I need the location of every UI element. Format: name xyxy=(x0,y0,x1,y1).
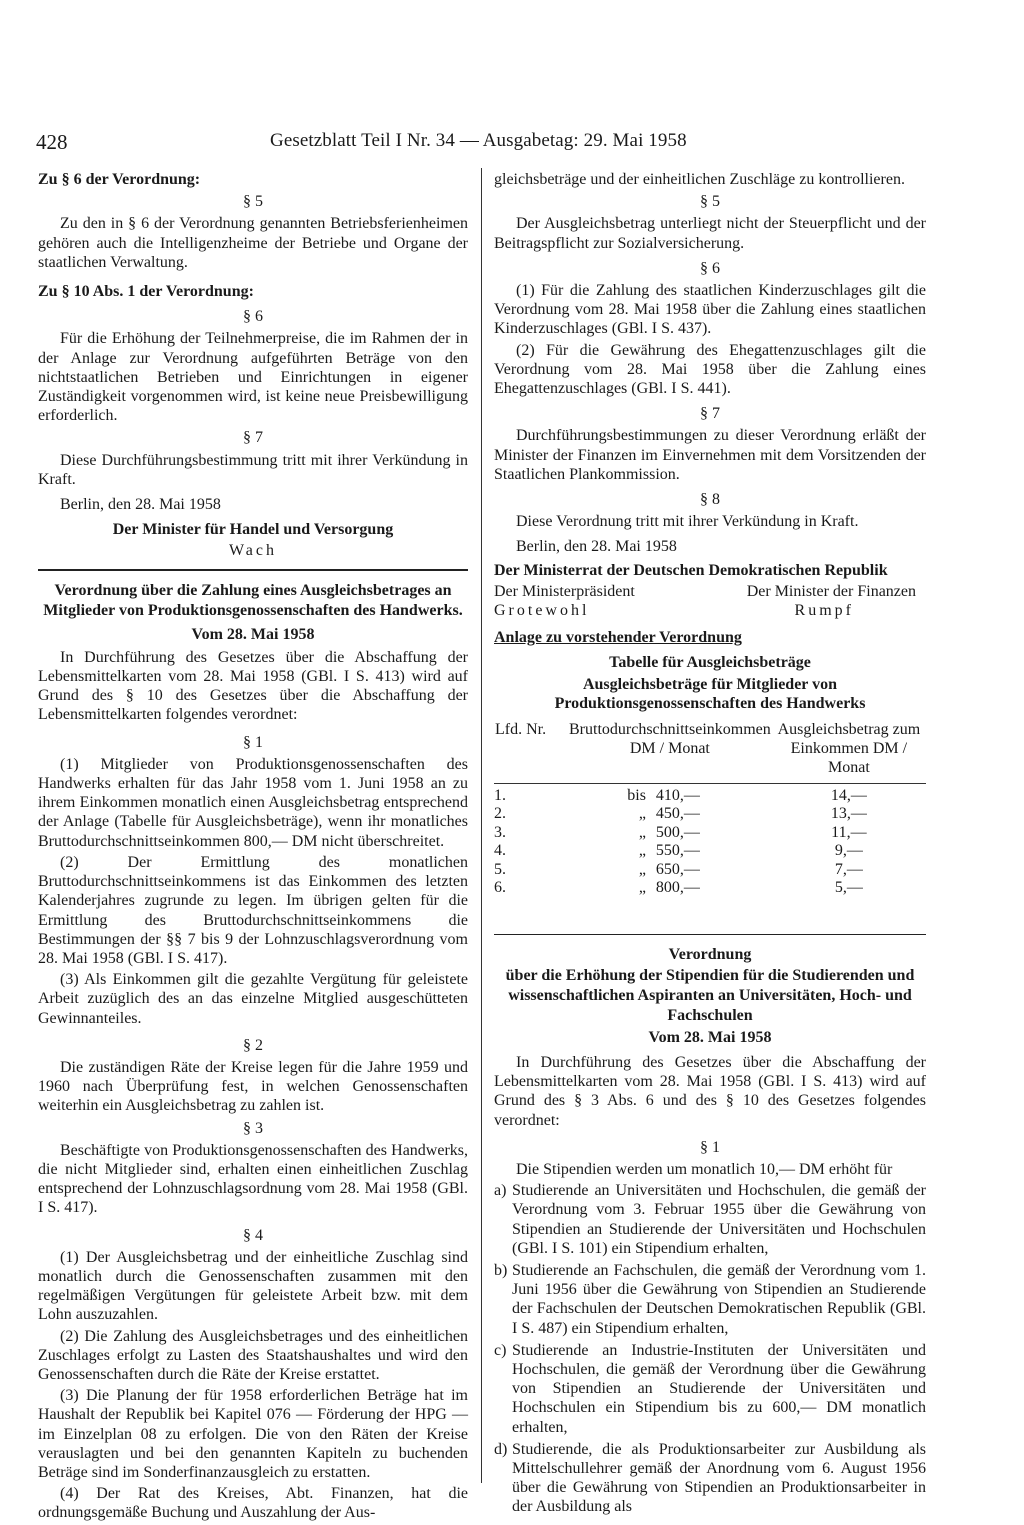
paragraph-text: (3) Die Planung der für 1958 erforderlichen Beträge hat im Haushalt der Republik bei Kapitel 076 — Förderung der HPG — im Einzelplan 08 zu erfolgen. Die von den Räten der Kreise verauslagten und bei den genannten Kapiteln zu buchenden Beträge sind im Sonderfinanzausgleich zu erstatten. xyxy=(38,1387,468,1481)
paragraph-number: § 1 xyxy=(700,1138,720,1156)
annex-heading: Anlage zu vorstehender Verordnung xyxy=(494,629,742,647)
row-prefix: „ xyxy=(638,879,646,897)
row-number: 1. xyxy=(494,787,506,805)
paragraph-text: (3) Als Einkommen gilt die gezahlte Vergütung für geleistete Arbeit zuzüglich des an das einzelne Mitglied ausgeschütteten Gewinnanteiles. xyxy=(38,971,468,1027)
table-subtitle: Ausgleichsbeträge für Mitglieder von Produktionsgenossenschaften des Handwerks xyxy=(554,675,866,712)
column-header: Bruttodurchschnittseinkommen DM / Monat xyxy=(568,719,772,784)
paragraph-text: (2) Der Ermittlung des monatlichen Bruttodurchschnittseinkommens ist das Einkommen des letzten Kalenderjahres zugrunde zu legen. Im übrigen gelten für die Ermittlung des Bruttodurchschnittseinkommens die Bestimmungen der §§ 7 bis 9 der Lohnzuschlagsverordnung vom 28. Mai 1958 (GBl. I S. 417). xyxy=(38,853,468,967)
row-prefix: „ xyxy=(638,805,646,823)
row-income: 500,— xyxy=(655,823,700,841)
row-amount: 9,— xyxy=(834,842,863,860)
row-prefix: „ xyxy=(638,860,646,878)
right-column xyxy=(494,170,926,1520)
row-income: 410,— xyxy=(655,787,700,805)
paragraph-number: § 6 xyxy=(243,308,263,326)
row-number: 3. xyxy=(494,823,506,841)
list-marker: a) xyxy=(494,1182,507,1200)
paragraph-number: § 8 xyxy=(700,491,720,509)
row-number: 4. xyxy=(494,842,506,860)
row-number: 6. xyxy=(494,879,506,897)
table-row xyxy=(494,805,926,823)
list-item xyxy=(494,1261,926,1338)
paragraph-text: (1) Der Ausgleichsbetrag und der einheitliche Zuschlag sind monatlich durch die Genossenschaften zusammen mit den regelmäßigen Vergütungen für geleistete Arbeit bzw. mit dem Lohn auszuzahlen. xyxy=(38,1248,468,1324)
row-income: 450,— xyxy=(655,805,700,823)
paragraph-number: § 4 xyxy=(243,1226,263,1244)
list-text: Studierende an Fachschulen, die gemäß der Verordnung vom 1. Juni 1956 über die Gewährung von Stipendien an Studierende der Fachschulen der Deutschen Demokratischen Republik (GBl. I S. 487) ein Stipendium erhalten, xyxy=(512,1261,926,1337)
paragraph-text: Die zuständigen Räte der Kreise legen für die Jahre 1959 und 1960 nach Überprüfung fest, in welchen Genossenschaften weiterhin ein Ausgleichsbetrag zu zahlen ist. xyxy=(38,1058,468,1115)
place-date: Berlin, den 28. Mai 1958 xyxy=(60,496,221,514)
ordinance-title: über die Erhöhung der Stipendien für die Studierenden und wissenschaftlichen Aspiranten an Universitäten, Hoch- und Fachschulen xyxy=(505,966,915,1024)
paragraph-text: Der Ausgleichsbetrag unterliegt nicht der Steuerpflicht und der Beitragspflicht zur Sozialversicherung. xyxy=(494,215,926,252)
paragraph-number: § 7 xyxy=(243,429,263,447)
paragraph-number: § 2 xyxy=(243,1036,263,1054)
table-row xyxy=(494,824,926,842)
paragraph-number: § 7 xyxy=(700,405,720,423)
row-income: 800,— xyxy=(655,879,700,897)
preamble: In Durchführung des Gesetzes über die Abschaffung der Lebensmittelkarten vom 28. Mai 1958 (GBl. I S. 413) wird auf Grund des § 3 Abs. 6 und des § 10 des Gesetzes folgendes verordnet: xyxy=(494,1053,926,1129)
paragraph-number: § 5 xyxy=(700,193,720,211)
row-prefix: „ xyxy=(638,823,646,841)
signature-titles xyxy=(494,582,926,601)
row-income: 550,— xyxy=(655,842,700,860)
signature-names xyxy=(494,601,926,620)
row-number: 5. xyxy=(494,860,506,878)
row-amount: 13,— xyxy=(830,805,867,823)
list-text: Studierende an Universitäten und Hochschulen, die gemäß der Verordnung vom 3. Februar 1955 über die Gewährung von Stipendien an Studierende der Universitäten und Hochschulen (GBl. I S. 101) ein Stipendium erhalten, xyxy=(512,1182,926,1257)
signatory-title-left: Der Ministerpräsident xyxy=(494,582,635,600)
signatory-title-right: Der Minister der Finanzen xyxy=(746,582,916,600)
column-header: Lfd. Nr. xyxy=(494,719,568,784)
list-item xyxy=(494,1341,926,1437)
row-amount: 11,— xyxy=(831,823,867,841)
left-column xyxy=(38,170,468,1525)
section-heading: Zu § 6 der Verordnung: xyxy=(38,171,201,188)
table-title: Tabelle für Ausgleichsbeträge xyxy=(609,654,811,672)
paragraph-text: Durchführungsbestimmungen zu dieser Verordnung erläßt der Minister der Finanzen im Einvernehmen mit dem Vorsitzenden der Staatlichen Plankommission. xyxy=(494,427,926,483)
paragraph-text: Zu den in § 6 der Verordnung genannten Betriebsferienheimen gehören auch die Intelligenzheime der Betriebe und Organe der staatlichen Verwaltung. xyxy=(38,215,468,271)
list-marker: b) xyxy=(494,1261,508,1279)
section-heading: Zu § 10 Abs. 1 der Verordnung: xyxy=(38,283,254,301)
row-prefix: „ xyxy=(638,842,646,860)
paragraph-text: Beschäftigte von Produktionsgenossenschaften des Handwerks, die nicht Mitglieder sind, erhalten einen einheitlichen Zuschlag entsprechend der Lohnzuschlagsordnung vom 28. Mai 1958 (GBl. I S. 417). xyxy=(38,1141,468,1217)
ordinance-date: Vom 28. Mai 1958 xyxy=(191,625,315,643)
paragraph-number: § 3 xyxy=(243,1119,263,1137)
row-number: 2. xyxy=(494,805,506,823)
paragraph-text: (2) Für die Gewährung des Ehegattenzuschlages gilt die Verordnung vom 28. Mai 1958 über die Zahlung eines Ehegattenzuschlages (GBl. I S. 441). xyxy=(494,341,926,398)
list-marker: c) xyxy=(494,1341,507,1359)
ordinance-title: Verordnung über die Zahlung eines Ausgleichsbetrages an Mitglieder von Produktionsgenossenschaften des Handwerks. xyxy=(43,581,463,619)
separator-rule xyxy=(38,569,468,571)
column-header: Ausgleichsbetrag zum Einkommen DM / Monat xyxy=(772,719,926,784)
paragraph-text: (1) Für die Zahlung des staatlichen Kinderzuschlages gilt die Verordnung vom 28. Mai 1958 über die Zahlung eines staatlichen Kinderzuschlages (GBl. I S. 437). xyxy=(494,282,926,338)
paragraph-number: § 1 xyxy=(243,733,263,751)
paragraph-text: (2) Die Zahlung des Ausgleichsbetrages und des einheitlichen Zuschlages erfolgt zu Lasten des Staatshaushaltes und wird den Genossenschaften durch die Räte der Kreise erstattet. xyxy=(38,1327,468,1383)
paragraph-number: § 5 xyxy=(243,193,263,211)
row-prefix: bis xyxy=(627,787,646,805)
preamble: In Durchführung des Gesetzes über die Abschaffung der Lebensmittelkarten vom 28. Mai 1958 (GBl. I S. 413) wird auf Grund des § 10 des Gesetzes über die Abschaffung der Lebensmittelkarten folgendes verordnet: xyxy=(38,648,468,724)
paragraph-text: (1) Mitglieder von Produktionsgenossenschaften des Handwerks erhalten für das Jahr 1958 vom 1. Juni 1958 an zu ihrem Einkommen monatlich einen Ausgleichsbetrag entsprechend der Anlage (Tabelle für Ausgleichsbeträge), wenn ihr monatliches Bruttodurchschnittseinkommen 800,— DM nicht überschreitet. xyxy=(38,755,468,850)
paragraph-text: gleichsbeträge und der einheitlichen Zuschläge zu kontrollieren. xyxy=(494,171,905,188)
running-head: Gesetzblatt Teil I Nr. 34 — Ausgabetag: 29. Mai 1958 xyxy=(270,130,687,151)
list-item xyxy=(494,1440,926,1517)
ordinance-heading: Verordnung xyxy=(668,945,752,963)
list-text: Studierende an Industrie-Instituten der Universitäten und Hochschulen, die gemäß der Verordnung über die Gewährung von Stipendien an Studierende der Universitäten und Hochschulen ein Stipendium bis zu 600,— DM monatlich erhalten, xyxy=(512,1341,926,1436)
column-divider xyxy=(481,168,482,1483)
signatory-name-left: Grotewohl xyxy=(494,602,590,620)
row-amount: 14,— xyxy=(830,787,867,805)
paragraph-text: Diese Verordnung tritt mit ihrer Verkündung in Kraft. xyxy=(516,513,859,531)
list-item xyxy=(494,1181,926,1258)
signatory-name: Wach xyxy=(228,542,278,560)
paragraph-text: Diese Durchführungsbestimmung tritt mit ihrer Verkündung in Kraft. xyxy=(38,451,468,488)
list-marker: d) xyxy=(494,1440,508,1458)
row-amount: 7,— xyxy=(834,860,863,878)
signatory-name-right: Rumpf xyxy=(794,602,854,620)
place-date: Berlin, den 28. Mai 1958 xyxy=(516,538,677,556)
list-text: Studierende, die als Produktionsarbeiter zur Ausbildung als Mittelschullehrer gemäß der Anordnung vom 6. August 1956 über die Gewährung von Stipendien an Produktionsarbeiter in der Ausbildung als xyxy=(512,1440,926,1516)
ordinance-date: Vom 28. Mai 1958 xyxy=(648,1028,772,1046)
separator-rule xyxy=(494,934,926,935)
table-row xyxy=(494,784,926,806)
row-amount: 5,— xyxy=(834,879,863,897)
table-header-row xyxy=(494,719,926,784)
page-header xyxy=(36,126,924,160)
compensation-table xyxy=(494,719,926,897)
table-row xyxy=(494,879,926,897)
signatory-title: Der Minister für Handel und Versorgung xyxy=(112,521,394,539)
paragraph-text: Die Stipendien werden um monatlich 10,— DM erhöht für xyxy=(516,1160,893,1178)
page-number: 428 xyxy=(36,130,68,154)
paragraph-text: (4) Der Rat des Kreises, Abt. Finanzen, hat die ordnungsgemäße Buchung und Auszahlung der Aus- xyxy=(38,1485,468,1522)
paragraph-text: Für die Erhöhung der Teilnehmerpreise, die im Rahmen der in der Anlage zur Verordnung aufgeführten Beträge von den nichtstaatlichen Betrieben und Einrichtungen in eigener Zuständigkeit vorgenommen wird, ist keine neue Preisbewilligung erforderlich. xyxy=(38,330,468,425)
council-name: Der Ministerrat der Deutschen Demokratischen Republik xyxy=(494,561,888,579)
table-row xyxy=(494,861,926,879)
row-income: 650,— xyxy=(655,860,700,878)
paragraph-number: § 6 xyxy=(700,259,720,277)
table-row xyxy=(494,842,926,860)
